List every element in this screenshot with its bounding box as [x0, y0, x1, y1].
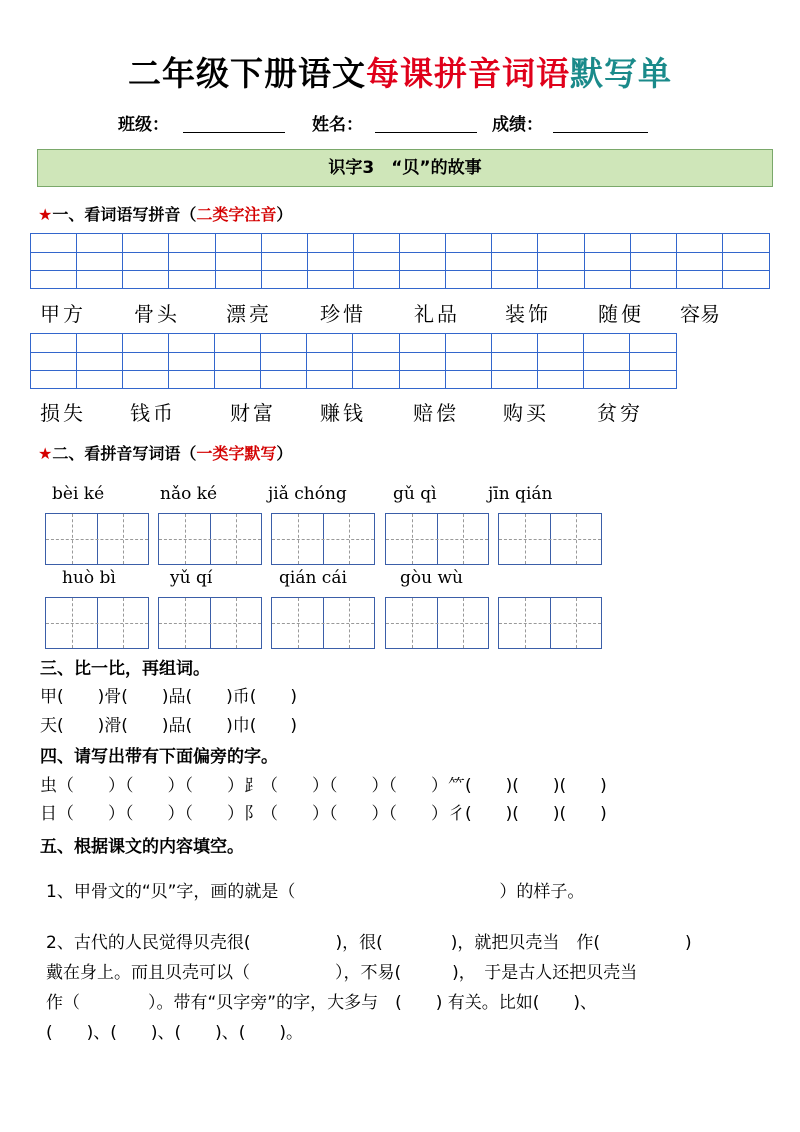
- section5-heading: 五、根据课文的内容填空。: [40, 837, 244, 857]
- class-field[interactable]: [183, 132, 285, 133]
- section5-q2-line3: 作（ ）。带有“贝字旁”的字，大多与 ( ) 有关。比如( )、: [46, 993, 598, 1013]
- grid-cell-divider: [400, 234, 446, 288]
- word: 漂亮: [226, 302, 272, 326]
- grid-cell-divider: [354, 234, 400, 288]
- word: 甲方: [40, 302, 86, 326]
- section3-line1: 甲( )骨( )品( )币( ): [40, 687, 298, 707]
- lesson-banner: 识字3 “贝”的故事: [37, 149, 773, 187]
- section5-q2-line2: 戴在身上。而且贝壳可以（ ），不易( )， 于是古人还把贝壳当: [46, 963, 638, 983]
- grid-cell-divider: [261, 334, 307, 388]
- title-part2: 每课拼音词语: [366, 54, 570, 93]
- class-label: 班级：: [118, 115, 169, 135]
- title-part1: 二年级下册语文: [128, 54, 366, 93]
- section2-close: ）: [276, 444, 293, 463]
- words-row1: [0, 298, 800, 328]
- tianzige-box[interactable]: [498, 597, 602, 649]
- grid-cell-divider: [584, 334, 630, 388]
- grid-cell-divider: [631, 234, 677, 288]
- grid-cell-divider: [31, 234, 77, 288]
- grid-cell-divider: [446, 334, 492, 388]
- tianzige-box[interactable]: [498, 513, 602, 565]
- pinyin: jiǎ chóng: [268, 484, 347, 504]
- word: 装饰: [505, 302, 551, 326]
- pinyin-grid-row2[interactable]: [30, 333, 677, 389]
- pinyin: yǔ qí: [170, 568, 213, 588]
- word: 骨头: [134, 302, 180, 326]
- grid-cell-divider: [77, 334, 123, 388]
- grid-cell-divider: [123, 334, 169, 388]
- grid-cell-divider: [492, 234, 538, 288]
- section4-line1: 虫（ ）（ ）（ ）⻊（ ）（ ）（ ）⺮( )( )( ): [40, 776, 607, 796]
- section4-heading: 四、请写出带有下面偏旁的字。: [40, 747, 278, 767]
- section5-q1: 1、甲骨文的“贝”字，画的就是（ ）的样子。: [46, 882, 585, 902]
- word: 珍惜: [320, 302, 366, 326]
- grid-cell-divider: [492, 334, 538, 388]
- pinyin: gǔ qì: [393, 484, 437, 504]
- pinyin: qián cái: [279, 568, 347, 588]
- score-field[interactable]: [553, 132, 648, 133]
- word: 赔偿: [413, 401, 459, 425]
- name-field[interactable]: [375, 132, 477, 133]
- word: 财富: [230, 401, 276, 425]
- words-row2: [0, 397, 800, 427]
- word: 礼品: [414, 302, 460, 326]
- grid-cell-divider: [677, 234, 723, 288]
- word: 随便: [598, 302, 644, 326]
- grid-cell-divider: [446, 234, 492, 288]
- pinyin: jīn qián: [488, 484, 553, 504]
- section1-close: ）: [276, 205, 293, 224]
- tianzige-box[interactable]: [385, 597, 489, 649]
- pinyin: bèi ké: [52, 484, 105, 504]
- section5-q2-line1: 2、古代的人民觉得贝壳很( )，很( )，就把贝壳当 作( ): [46, 933, 692, 953]
- grid-cell-divider: [169, 234, 215, 288]
- grid-cell-divider: [31, 334, 77, 388]
- section3-line2: 天( )滑( )品( )巾( ): [40, 716, 298, 736]
- pinyin: huò bì: [62, 568, 116, 588]
- pinyin-row2: [0, 568, 800, 592]
- word: 容易: [680, 302, 720, 326]
- star-icon: ★: [38, 444, 53, 463]
- grid-cell-divider: [354, 334, 400, 388]
- pinyin-grid-row1[interactable]: [30, 233, 770, 289]
- section2-note: 一类字默写: [196, 444, 277, 463]
- word: 贫穷: [597, 401, 643, 425]
- star-icon: ★: [38, 205, 53, 224]
- section1-title: 一、看词语写拼音（: [52, 205, 197, 224]
- grid-cell-divider: [538, 334, 584, 388]
- section2-heading: [38, 441, 292, 464]
- tianzige-box[interactable]: [45, 597, 149, 649]
- grid-cell-divider: [400, 334, 446, 388]
- tianzige-box[interactable]: [271, 513, 375, 565]
- section3-heading: 三、比一比，再组词。: [40, 659, 210, 679]
- tianzige-box[interactable]: [158, 513, 262, 565]
- grid-guide-line: [31, 270, 769, 271]
- grid-cell-divider: [77, 234, 123, 288]
- grid-cell-divider: [538, 234, 584, 288]
- score-label: 成绩：: [492, 115, 543, 135]
- grid-cell-divider: [215, 334, 261, 388]
- grid-cell-divider: [216, 234, 262, 288]
- title-part3: 默写单: [570, 54, 672, 93]
- section5-q2-line4: ( )、( )、( )、( )。: [46, 1023, 304, 1043]
- tianzige-box[interactable]: [271, 597, 375, 649]
- section1-heading: [38, 202, 292, 225]
- tianzige-box[interactable]: [385, 513, 489, 565]
- pinyin: nǎo ké: [160, 484, 218, 504]
- name-label: 姓名：: [312, 115, 363, 135]
- grid-guide-line: [31, 352, 676, 353]
- section1-note: 二类字注音: [196, 205, 277, 224]
- tianzige-box[interactable]: [45, 513, 149, 565]
- grid-cell-divider: [585, 234, 631, 288]
- section4-line2: 日（ ）（ ）（ ）阝（ ）（ ）（ ）彳( )( )( ): [40, 804, 607, 824]
- grid-cell-divider: [123, 234, 169, 288]
- word: 钱币: [130, 401, 176, 425]
- word: 损失: [40, 401, 86, 425]
- word: 购买: [503, 401, 549, 425]
- grid-cell-divider: [307, 334, 353, 388]
- pinyin-row1: [0, 484, 800, 508]
- grid-guide-line: [31, 252, 769, 253]
- tianzige-box[interactable]: [158, 597, 262, 649]
- grid-cell-divider: [262, 234, 308, 288]
- pinyin: gòu wù: [400, 568, 463, 588]
- word: 赚钱: [320, 401, 366, 425]
- page-title: [0, 48, 800, 95]
- grid-guide-line: [31, 370, 676, 371]
- grid-cell-divider: [308, 234, 354, 288]
- section2-title: 二、看拼音写词语（: [52, 444, 197, 463]
- grid-cell-divider: [169, 334, 215, 388]
